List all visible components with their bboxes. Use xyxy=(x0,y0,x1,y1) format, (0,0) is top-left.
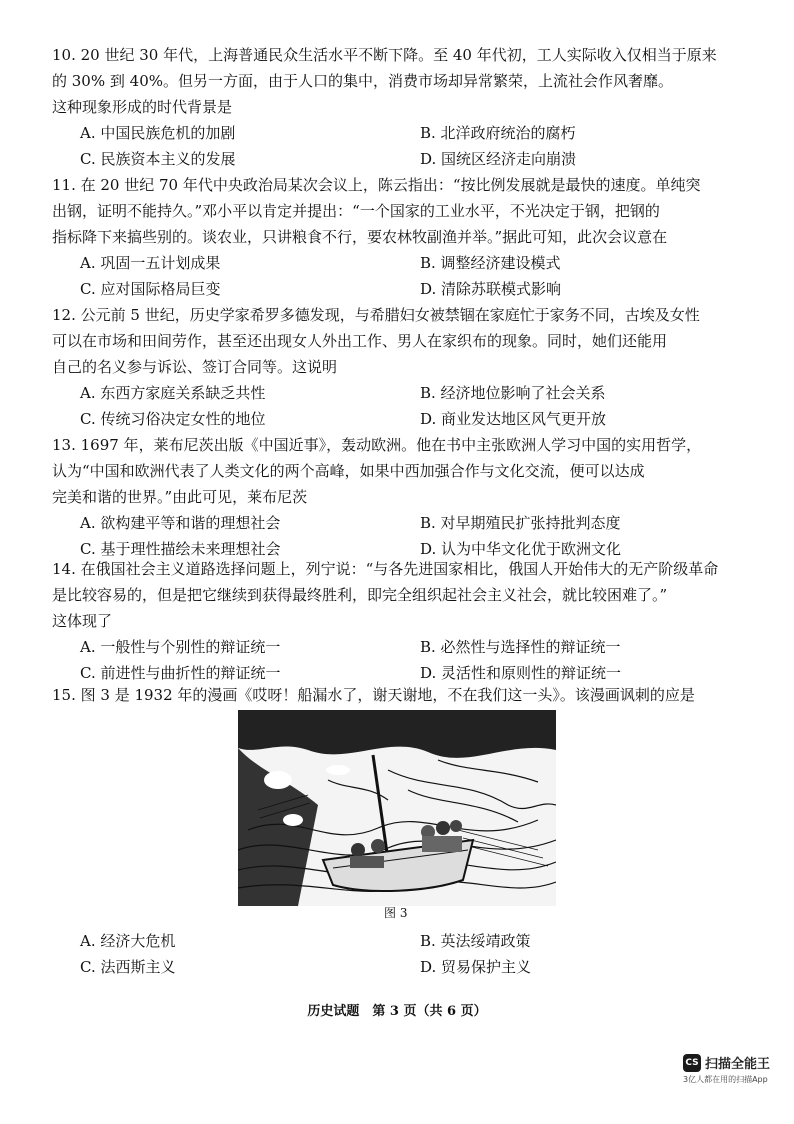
question-stem-line: 完美和谐的世界。”由此可见，莱布尼茨 xyxy=(52,488,308,506)
cartoon-boat-icon xyxy=(238,710,556,906)
option-c: C. 民族资本主义的发展 xyxy=(80,150,236,168)
question-stem-line: 自己的名义参与诉讼、签订合同等。这说明 xyxy=(52,358,338,376)
option-a: A. 东西方家庭关系缺乏共性 xyxy=(80,384,266,402)
option-d: D. 灵活性和原则性的辩证统一 xyxy=(420,664,622,682)
option-d: D. 商业发达地区风气更开放 xyxy=(420,410,607,428)
scanner-app-name: 扫描全能王 xyxy=(705,1057,771,1072)
option-a: A. 一般性与个别性的辩证统一 xyxy=(80,638,281,656)
option-a: A. 欲构建平等和谐的理想社会 xyxy=(80,514,281,532)
option-c: C. 应对国际格局巨变 xyxy=(80,280,221,298)
question-15-options xyxy=(52,928,752,980)
question-15 xyxy=(52,682,752,708)
options xyxy=(80,510,752,562)
question-12 xyxy=(52,302,752,432)
option-a: A. 巩固一五计划成果 xyxy=(80,254,221,272)
question-stem-line: 13. 1697 年，莱布尼茨出版《中国近事》，轰动欧洲。他在书中主张欧洲人学习中国的实用哲学， xyxy=(52,436,702,454)
question-11 xyxy=(52,172,752,302)
camscanner-logo-icon: CS xyxy=(683,1054,701,1072)
option-b: B. 英法绥靖政策 xyxy=(420,932,531,950)
question-stem-line: 是比较容易的，但是把它继续到获得最终胜利，即完全组织起社会主义社会，就比较困难了。” xyxy=(52,586,668,604)
option-b: B. 对早期殖民扩张持批判态度 xyxy=(420,514,621,532)
option-c: C. 传统习俗决定女性的地位 xyxy=(80,410,266,428)
scanner-badge xyxy=(683,1053,770,1072)
page-footer: 历史试题 第 3 页（共 6 页） xyxy=(307,1004,487,1019)
question-stem-line: 14. 在俄国社会主义道路选择问题上，列宁说：“与各先进国家相比，俄国人开始伟大的无产阶级革命 xyxy=(52,560,719,578)
options xyxy=(80,250,752,302)
option-a: A. 中国民族危机的加剧 xyxy=(80,124,236,142)
option-b: B. 调整经济建设模式 xyxy=(420,254,561,272)
question-stem-line: 12. 公元前 5 世纪，历史学家希罗多德发现，与希腊妇女被禁锢在家庭忙于家务不同，古埃及女性 xyxy=(52,306,700,324)
question-13 xyxy=(52,432,752,562)
option-b: B. 北洋政府统治的腐朽 xyxy=(420,124,576,142)
option-c: C. 法西斯主义 xyxy=(80,958,176,976)
figure-3-cartoon xyxy=(238,710,556,906)
question-stem-line: 可以在市场和田间劳作，甚至还出现女人外出工作、男人在家织布的现象。同时，她们还能用 xyxy=(52,332,668,350)
figure-caption: 图 3 xyxy=(384,906,408,920)
question-stem-line: 这种现象形成的时代背景是 xyxy=(52,98,233,116)
options xyxy=(80,634,752,686)
question-stem-line: 出钢，证明不能持久。”邓小平以肯定并提出：“一个国家的工业水平，不光决定于钢，把钢的 xyxy=(52,202,660,220)
options xyxy=(80,928,752,980)
option-c: C. 前进性与曲折性的辩证统一 xyxy=(80,664,281,682)
question-stem-line: 的 30% 到 40%。但另一方面，由于人口的集中，消费市场却异常繁荣，上流社会作风奢靡。 xyxy=(52,72,673,90)
question-stem-line: 认为“中国和欧洲代表了人类文化的两个高峰，如果中西加强合作与文化交流，便可以达成 xyxy=(52,462,645,480)
option-b: B. 必然性与选择性的辩证统一 xyxy=(420,638,621,656)
option-d: D. 清除苏联模式影响 xyxy=(420,280,562,298)
options xyxy=(80,380,752,432)
option-c: C. 基于理性描绘未来理想社会 xyxy=(80,540,281,558)
options xyxy=(80,120,752,172)
option-d: D. 贸易保护主义 xyxy=(420,958,532,976)
question-10 xyxy=(52,42,752,172)
question-stem-line: 15. 图 3 是 1932 年的漫画《哎呀！船漏水了，谢天谢地，不在我们这一头》。该漫画讽刺的应是 xyxy=(52,686,695,704)
question-stem-line: 这体现了 xyxy=(52,612,113,630)
question-stem-line: 11. 在 20 世纪 70 年代中央政治局某次会议上，陈云指出：“按比例发展就是最快的速度。单纯突 xyxy=(52,176,701,194)
option-a: A. 经济大危机 xyxy=(80,932,176,950)
option-d: D. 国统区经济走向崩溃 xyxy=(420,150,577,168)
option-d: D. 认为中华文化优于欧洲文化 xyxy=(420,540,622,558)
question-stem-line: 指标降下来搞些别的。谈农业，只讲粮食不行，要农林牧副渔并举。”据此可知，此次会议意在 xyxy=(52,228,668,246)
option-b: B. 经济地位影响了社会关系 xyxy=(420,384,606,402)
question-14 xyxy=(52,556,752,686)
scanner-tagline: 3亿人都在用的扫描App xyxy=(683,1075,768,1084)
question-stem-line: 10. 20 世纪 30 年代，上海普通民众生活水平不断下降。至 40 年代初，工人实际收入仅相当于原来 xyxy=(52,46,717,64)
